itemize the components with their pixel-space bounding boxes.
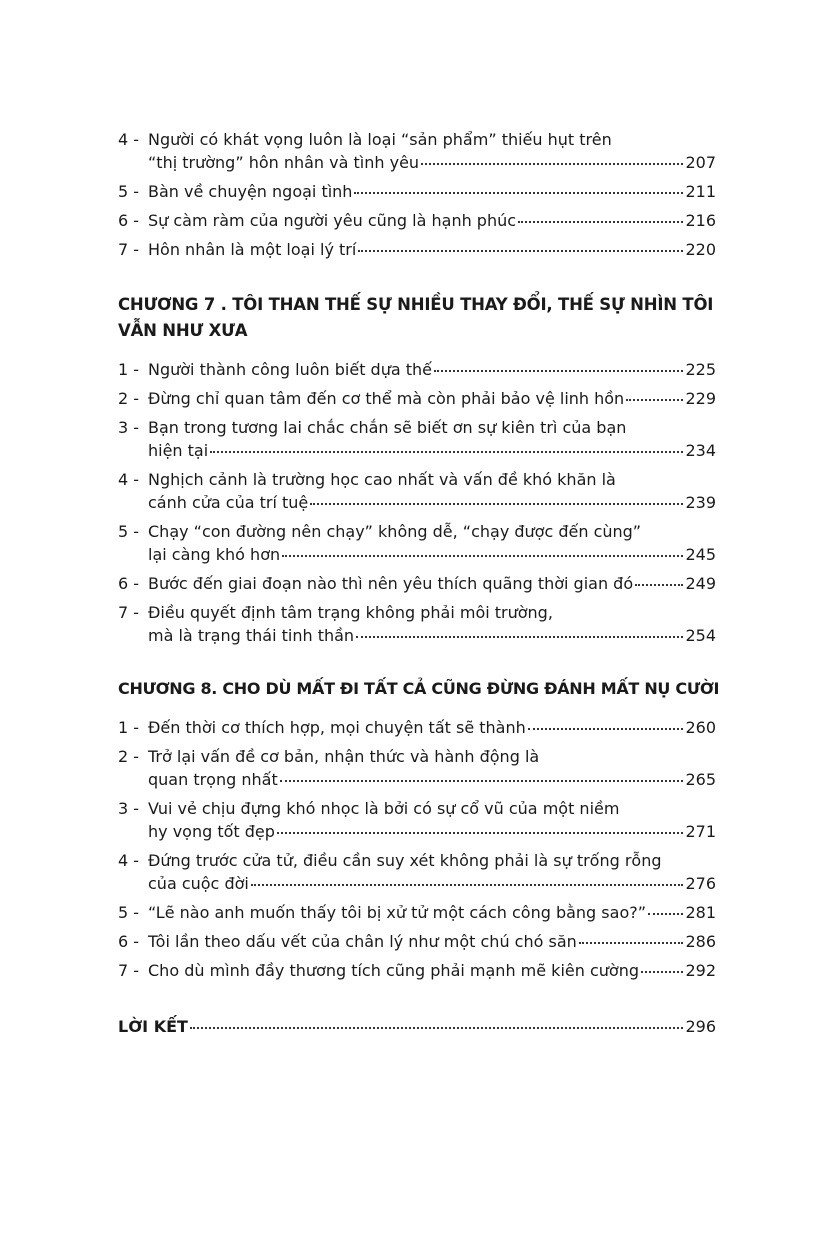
toc-entry[interactable] [118, 572, 716, 595]
entry-page-number: 286 [685, 932, 716, 951]
toc-entry[interactable] [118, 468, 716, 514]
chapter7-title-line-2: VẪN NHƯ XƯA [118, 321, 248, 340]
entry-number: 5 - [118, 522, 140, 541]
entry-last-line [148, 358, 716, 381]
entry-title-text: lại càng khó hơn [148, 545, 281, 564]
entry-title-text: cánh cửa của trí tuệ [148, 493, 309, 512]
entry-title-line: Người có khát vọng luôn là loại “sản phẩm” thiếu hụt trên [148, 130, 612, 149]
entry-page-number: 292 [685, 961, 716, 980]
entry-last-line [148, 959, 716, 982]
dot-leader [282, 554, 683, 557]
chapter7-title [118, 292, 716, 344]
entry-title-text: Người thành công luôn biết dựa thế [148, 360, 432, 379]
entry-number: 4 - [118, 130, 140, 149]
entry-page-number: 271 [685, 822, 716, 841]
entry-last-line [148, 872, 716, 895]
dot-leader [190, 1026, 684, 1029]
entry-title-text: Hôn nhân là một loại lý trí [148, 240, 357, 259]
entry-number: 7 - [118, 240, 140, 259]
entry-title-line: Điều quyết định tâm trạng không phải môi trường, [148, 603, 553, 622]
dot-leader [626, 398, 683, 401]
chapter7-title-line-1: CHƯƠNG 7 . TÔI THAN THẾ SỰ NHIỀU THAY ĐỔI, THẾ SỰ NHÌN TÔI [118, 295, 714, 314]
toc-entry[interactable] [118, 128, 716, 174]
entry-last-line [148, 387, 716, 410]
chapter8-entry-list [118, 716, 716, 982]
entry-last-line [148, 624, 716, 647]
entry-body [148, 930, 716, 953]
toc-entry[interactable] [118, 745, 716, 791]
entry-body [148, 520, 716, 566]
closing-page-number: 296 [685, 1017, 716, 1036]
entry-body [148, 601, 716, 647]
entry-number: 2 - [118, 747, 140, 766]
entry-body [148, 180, 716, 203]
entry-title-text: Bàn về chuyện ngoại tình [148, 182, 353, 201]
toc-entry[interactable] [118, 930, 716, 953]
entry-last-line [148, 543, 716, 566]
entry-number: 6 - [118, 932, 140, 951]
entry-last-line [148, 238, 716, 261]
toc-content [118, 128, 720, 1036]
dot-leader [635, 583, 683, 586]
entry-title-line: Vui vẻ chịu đựng khó nhọc là bởi có sự cổ vũ của một niềm [148, 799, 620, 818]
entry-page-number: 216 [685, 211, 716, 230]
entry-number: 3 - [118, 418, 140, 437]
entry-body [148, 959, 716, 982]
dot-leader [528, 727, 684, 730]
entry-page-number: 234 [685, 441, 716, 460]
closing-entry[interactable] [118, 1015, 716, 1038]
entry-body [148, 238, 716, 261]
toc-entry[interactable] [118, 209, 716, 232]
entry-number: 3 - [118, 799, 140, 818]
entry-title-text: Bước đến giai đoạn nào thì nên yêu thích quãng thời gian đó [148, 574, 634, 593]
dot-leader [641, 970, 683, 973]
entry-number: 6 - [118, 574, 140, 593]
entry-number: 4 - [118, 851, 140, 870]
entry-number: 5 - [118, 903, 140, 922]
entry-title-text: Sự càm ràm của người yêu cũng là hạnh phúc [148, 211, 517, 230]
entry-title-text: quan trọng nhất [148, 770, 278, 789]
entry-number: 7 - [118, 961, 140, 980]
entry-page-number: 220 [685, 240, 716, 259]
entry-page-number: 245 [685, 545, 716, 564]
entry-title-text: mà là trạng thái tinh thần [148, 626, 355, 645]
entry-body [148, 128, 716, 174]
entry-last-line [148, 901, 716, 924]
entry-page-number: 260 [685, 718, 716, 737]
entry-title-text: hiện tại [148, 441, 209, 460]
chapter8-section [118, 676, 720, 982]
entry-page-number: 225 [685, 360, 716, 379]
toc-entry[interactable] [118, 959, 716, 982]
entry-body [148, 387, 716, 410]
entry-title-text: Đừng chỉ quan tâm đến cơ thể mà còn phải bảo vệ linh hồn [148, 389, 625, 408]
entry-title-text: Tôi lần theo dấu vết của chân lý như một chú chó săn [148, 932, 577, 951]
entry-page-number: 265 [685, 770, 716, 789]
entry-title-line: Chạy “con đường nên chạy” không dễ, “chạy được đến cùng” [148, 522, 642, 541]
chapter7-section [118, 292, 716, 647]
entry-number: 4 - [118, 470, 140, 489]
entry-page-number: 254 [685, 626, 716, 645]
entry-last-line [148, 180, 716, 203]
dot-leader [251, 883, 684, 886]
entry-number: 6 - [118, 211, 140, 230]
entry-last-line [148, 716, 716, 739]
entry-body [148, 797, 716, 843]
chapter6-tail-list [118, 128, 716, 261]
entry-last-line [148, 151, 716, 174]
entry-title-line: Trở lại vấn đề cơ bản, nhận thức và hành động là [148, 747, 540, 766]
entry-body [148, 901, 716, 924]
entry-last-line [148, 491, 716, 514]
entry-number: 7 - [118, 603, 140, 622]
entry-body [148, 716, 716, 739]
dot-leader [277, 831, 684, 834]
entry-last-line [148, 930, 716, 953]
chapter7-entry-list [118, 358, 716, 647]
dot-leader [354, 191, 683, 194]
toc-entry[interactable] [118, 797, 716, 843]
entry-number: 1 - [118, 360, 140, 379]
entry-body [148, 849, 716, 895]
entry-title-text: hy vọng tốt đẹp [148, 822, 275, 841]
entry-title-text: “thị trường” hôn nhân và tình yêu [148, 153, 420, 172]
toc-entry[interactable] [118, 601, 716, 647]
chapter8-title-line-1: CHƯƠNG 8. CHO DÙ MẤT ĐI TẤT CẢ CŨNG ĐỪNG ĐÁNH MẤT NỤ CƯỜI [118, 679, 720, 698]
entry-title-line: Đứng trước cửa tử, điều cần suy xét không phải là sự trống rỗng [148, 851, 662, 870]
toc-entry[interactable] [118, 849, 716, 895]
entry-page-number: 276 [685, 874, 716, 893]
dot-leader [210, 450, 683, 453]
entry-page-number: 249 [685, 574, 716, 593]
toc-entry[interactable] [118, 238, 716, 261]
entry-number: 5 - [118, 182, 140, 201]
toc-entry[interactable] [118, 520, 716, 566]
entry-last-line [148, 820, 716, 843]
entry-title-text: Cho dù mình đầy thương tích cũng phải mạnh mẽ kiên cường [148, 961, 639, 980]
entry-body [148, 358, 716, 381]
dot-leader [648, 912, 683, 915]
chapter8-title [118, 676, 720, 702]
entry-page-number: 229 [685, 389, 716, 408]
entry-title-text: “Lẽ nào anh muốn thấy tôi bị xử tử một cách công bằng sao?” [148, 903, 647, 922]
entry-body [148, 745, 716, 791]
dot-leader [434, 369, 683, 372]
toc-entry[interactable] [118, 180, 716, 203]
entry-page-number: 239 [685, 493, 716, 512]
entry-last-line [148, 209, 716, 232]
entry-title-line: Nghịch cảnh là trường học cao nhất và vấn đề khó khăn là [148, 470, 616, 489]
entry-page-number: 281 [685, 903, 716, 922]
entry-title-line: Bạn trong tương lai chắc chắn sẽ biết ơn sự kiên trì của bạn [148, 418, 627, 437]
dot-leader [310, 502, 683, 505]
toc-entry[interactable] [118, 716, 716, 739]
toc-entry[interactable] [118, 358, 716, 381]
toc-entry[interactable] [118, 387, 716, 410]
dot-leader [518, 220, 683, 223]
entry-body [148, 209, 716, 232]
entry-title-text: của cuộc đời [148, 874, 249, 893]
entry-number: 1 - [118, 718, 140, 737]
entry-body [148, 468, 716, 514]
entry-number: 2 - [118, 389, 140, 408]
dot-leader [358, 249, 683, 252]
entry-page-number: 211 [685, 182, 716, 201]
entry-last-line [148, 439, 716, 462]
toc-entry[interactable] [118, 901, 716, 924]
toc-entry[interactable] [118, 416, 716, 462]
entry-page-number: 207 [685, 153, 716, 172]
entry-title-text: Đến thời cơ thích hợp, mọi chuyện tất sẽ thành [148, 718, 526, 737]
entry-body [148, 416, 716, 462]
dot-leader [421, 162, 683, 165]
dot-leader [579, 941, 684, 944]
entry-body [148, 572, 716, 595]
dot-leader [280, 779, 684, 782]
entry-last-line [148, 572, 716, 595]
entry-last-line [148, 768, 716, 791]
closing-label: LỜI KẾT [118, 1017, 188, 1036]
dot-leader [356, 635, 683, 638]
